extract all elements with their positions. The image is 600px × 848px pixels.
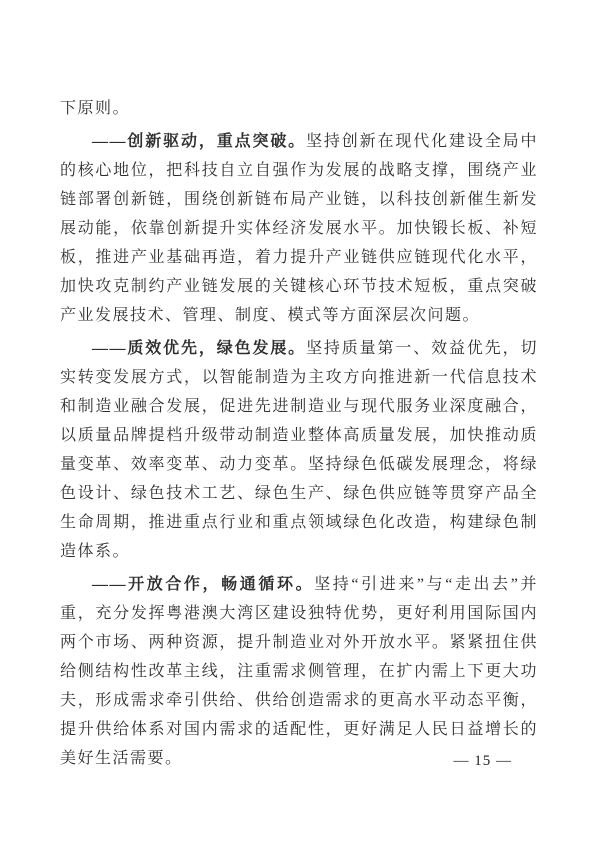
document-body	[60, 94, 538, 773]
paragraph-continuation	[60, 94, 538, 123]
paragraph-innovation-text: 坚持创新在现代化建设全局中的核心地位，把科技自立自强作为发展的战略支撑，围绕产业链部署创新链，围绕创新链布局产业链，以科技创新催生新发展动能，依靠创新提升实体经济发展水平。加快锻长板、补短板，推进产业基础再造，着力提升产业链供应链现代化水平，加快攻克制约产业链发展的关键核心环节技术短板，重点突破产业发展技术、管理、制度、模式等方面深层次问题。	[60, 133, 538, 324]
paragraph-quality-text: 坚持质量第一、效益优先，切实转变发展方式，以智能制造为主攻方向推进新一代信息技术和制造业融合发展，促进先进制造业与现代服务业深度融合，以质量品牌提档升级带动制造业整体高质量发展，加快推动质量变革、效率变革、动力变革。坚持绿色低碳发展理念，将绿色设计、绿色技术工艺、绿色生产、绿色供应链等贯穿产品全生命周期，推进重点行业和重点领域绿色化改造，构建绿色制造体系。	[60, 340, 538, 560]
paragraph-quality-lead: ——质效优先，绿色发展。	[92, 340, 307, 357]
paragraph-quality-green	[60, 334, 538, 566]
paragraph-open-text: 坚持“引进来”与“走出去”并重，充分发挥粤港澳大湾区建设独特优势，更好利用国际国内两个市场、两种资源，提升制造业对外开放水平。紧紧扭住供给侧结构性改革主线，注重需求侧管理，在扩内需上下更大功夫，形成需求牵引供给、供给创造需求的更高水平动态平衡，提升供给体系对国内需求的适配性，更好满足人民日益增长的美好生活需要。	[60, 576, 538, 767]
paragraph-open-cooperation	[60, 570, 538, 773]
paragraph-innovation-driven	[60, 127, 538, 330]
paragraph-innovation-lead: ——创新驱动，重点突破。	[92, 133, 307, 150]
paragraph-continuation-text: 下原则。	[60, 100, 131, 117]
paragraph-open-lead: ——开放合作，畅通循环。	[92, 576, 315, 593]
page-number: — 15 —	[453, 753, 512, 769]
